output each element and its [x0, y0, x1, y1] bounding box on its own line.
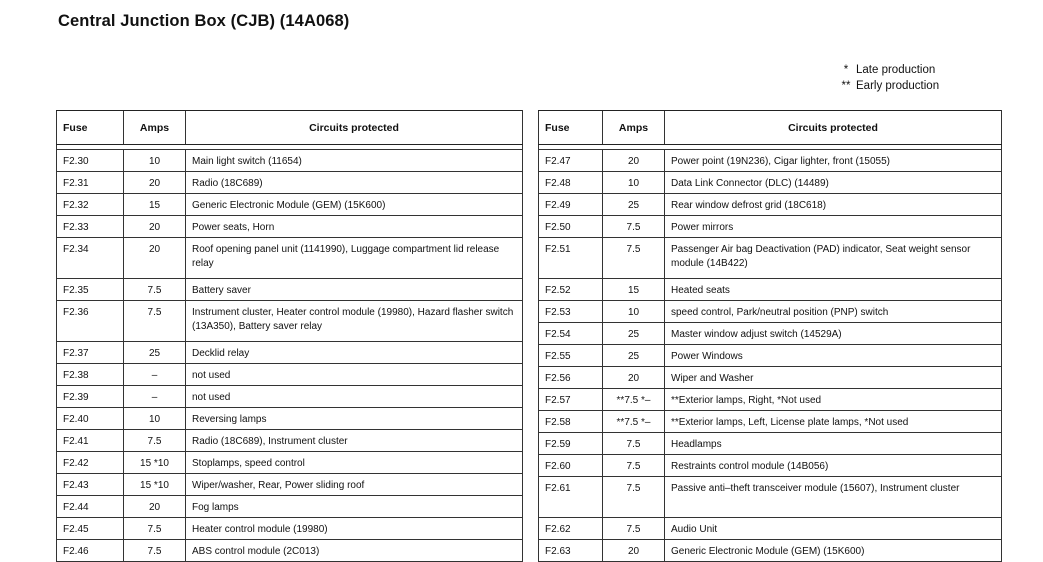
circuits-cell: Stoplamps, speed control — [186, 452, 523, 474]
table-row — [57, 430, 523, 452]
fuse-cell: F2.63 — [539, 540, 603, 562]
circuits-cell: Heated seats — [665, 279, 1002, 301]
table-row — [539, 455, 1002, 477]
circuits-cell: **Exterior lamps, Left, License plate lamps, *Not used — [665, 411, 1002, 433]
amps-cell: 20 — [603, 540, 665, 562]
legend-mark: * — [843, 64, 849, 76]
fuse-cell: F2.34 — [57, 238, 124, 279]
table-row — [57, 518, 523, 540]
table-row — [57, 216, 523, 238]
table-row — [539, 238, 1002, 279]
circuits-cell: Data Link Connector (DLC) (14489) — [665, 172, 1002, 194]
table-row — [57, 279, 523, 301]
amps-cell: 15 — [603, 279, 665, 301]
amps-cell: 7.5 — [603, 238, 665, 279]
fuse-cell: F2.49 — [539, 194, 603, 216]
fuse-cell: F2.44 — [57, 496, 124, 518]
fuse-cell: F2.41 — [57, 430, 124, 452]
circuits-cell: Master window adjust switch (14529A) — [665, 323, 1002, 345]
table-row — [539, 279, 1002, 301]
fuse-cell: F2.61 — [539, 477, 603, 518]
table-row — [539, 540, 1002, 562]
amps-cell: 7.5 — [603, 455, 665, 477]
table-row — [57, 150, 523, 172]
fuse-cell: F2.47 — [539, 150, 603, 172]
legend-text: Late production — [856, 64, 936, 76]
table-row — [539, 301, 1002, 323]
amps-cell: **7.5 *– — [603, 389, 665, 411]
amps-cell: 7.5 — [124, 540, 186, 562]
amps-cell: 7.5 — [124, 301, 186, 342]
table-row — [539, 172, 1002, 194]
table-row — [539, 367, 1002, 389]
header-circuits: Circuits protected — [665, 111, 1002, 145]
fuse-cell: F2.31 — [57, 172, 124, 194]
amps-cell: 15 — [124, 194, 186, 216]
header-circuits: Circuits protected — [186, 111, 523, 145]
amps-cell: – — [124, 364, 186, 386]
table-row — [539, 216, 1002, 238]
fuse-cell: F2.40 — [57, 408, 124, 430]
header-amps: Amps — [124, 111, 186, 145]
circuits-cell: Passenger Air bag Deactivation (PAD) indicator, Seat weight sensor module (14B422) — [665, 238, 1002, 279]
legend-text: Early production — [856, 80, 940, 92]
amps-cell: 7.5 — [603, 216, 665, 238]
amps-cell: 7.5 — [603, 477, 665, 518]
fuse-cell: F2.51 — [539, 238, 603, 279]
table-header-row — [57, 111, 523, 145]
circuits-cell: Battery saver — [186, 279, 523, 301]
fuse-cell: F2.48 — [539, 172, 603, 194]
circuits-cell: Power mirrors — [665, 216, 1002, 238]
table-row — [539, 518, 1002, 540]
fuse-cell: F2.56 — [539, 367, 603, 389]
fuse-cell: F2.42 — [57, 452, 124, 474]
fuse-table-left-body — [57, 150, 523, 562]
table-row — [57, 172, 523, 194]
header-fuse: Fuse — [57, 111, 124, 145]
amps-cell: 20 — [124, 172, 186, 194]
fuse-cell: F2.46 — [57, 540, 124, 562]
circuits-cell: ABS control module (2C013) — [186, 540, 523, 562]
header-fuse: Fuse — [539, 111, 603, 145]
circuits-cell: Radio (18C689), Instrument cluster — [186, 430, 523, 452]
circuits-cell: Wiper and Washer — [665, 367, 1002, 389]
circuits-cell: **Exterior lamps, Right, *Not used — [665, 389, 1002, 411]
table-row — [57, 238, 523, 279]
legend-row — [836, 78, 939, 94]
fuse-cell: F2.43 — [57, 474, 124, 496]
table-row — [57, 342, 523, 364]
fuse-cell: F2.36 — [57, 301, 124, 342]
legend-row — [836, 62, 939, 78]
amps-cell: 7.5 — [603, 518, 665, 540]
amps-cell: 20 — [124, 216, 186, 238]
circuits-cell: Roof opening panel unit (1141990), Luggage compartment lid release relay — [186, 238, 523, 279]
circuits-cell: Generic Electronic Module (GEM) (15K600) — [665, 540, 1002, 562]
fuse-cell: F2.59 — [539, 433, 603, 455]
table-row — [57, 474, 523, 496]
fuse-cell: F2.39 — [57, 386, 124, 408]
fuse-cell: F2.45 — [57, 518, 124, 540]
circuits-cell: Radio (18C689) — [186, 172, 523, 194]
page-title: Central Junction Box (CJB) (14A068) — [58, 12, 350, 30]
amps-cell: **7.5 *– — [603, 411, 665, 433]
amps-cell: 20 — [603, 367, 665, 389]
table-row — [539, 345, 1002, 367]
amps-cell: 25 — [603, 345, 665, 367]
fuse-table-left — [56, 110, 523, 562]
fuse-cell: F2.33 — [57, 216, 124, 238]
fuse-cell: F2.35 — [57, 279, 124, 301]
circuits-cell: Reversing lamps — [186, 408, 523, 430]
fuse-cell: F2.62 — [539, 518, 603, 540]
table-row — [539, 433, 1002, 455]
fuse-cell: F2.57 — [539, 389, 603, 411]
fuse-cell: F2.52 — [539, 279, 603, 301]
table-row — [57, 452, 523, 474]
table-row — [539, 477, 1002, 518]
amps-cell: 10 — [603, 172, 665, 194]
circuits-cell: Decklid relay — [186, 342, 523, 364]
table-row — [57, 364, 523, 386]
header-amps: Amps — [603, 111, 665, 145]
table-row — [539, 194, 1002, 216]
circuits-cell: Passive anti–theft transceiver module (15607), Instrument cluster — [665, 477, 1002, 518]
fuse-cell: F2.53 — [539, 301, 603, 323]
circuits-cell: Audio Unit — [665, 518, 1002, 540]
production-legend — [836, 62, 939, 94]
circuits-cell: Rear window defrost grid (18C618) — [665, 194, 1002, 216]
amps-cell: 7.5 — [124, 430, 186, 452]
fuse-cell: F2.58 — [539, 411, 603, 433]
circuits-cell: Instrument cluster, Heater control module (19980), Hazard flasher switch (13A350), Battery saver relay — [186, 301, 523, 342]
amps-cell: 20 — [124, 496, 186, 518]
fuse-cell: F2.54 — [539, 323, 603, 345]
amps-cell: 15 *10 — [124, 474, 186, 496]
amps-cell: 25 — [603, 194, 665, 216]
amps-cell: 25 — [603, 323, 665, 345]
circuits-cell: Heater control module (19980) — [186, 518, 523, 540]
circuits-cell: Wiper/washer, Rear, Power sliding roof — [186, 474, 523, 496]
amps-cell: 10 — [124, 150, 186, 172]
fuse-cell: F2.55 — [539, 345, 603, 367]
fuse-cell: F2.37 — [57, 342, 124, 364]
amps-cell: 20 — [603, 150, 665, 172]
table-row — [57, 386, 523, 408]
amps-cell: 7.5 — [603, 433, 665, 455]
table-row — [539, 389, 1002, 411]
table-header-row — [539, 111, 1002, 145]
legend-mark: ** — [841, 80, 851, 92]
amps-cell: 7.5 — [124, 279, 186, 301]
fuse-cell: F2.32 — [57, 194, 124, 216]
table-row — [57, 194, 523, 216]
table-row — [539, 150, 1002, 172]
amps-cell: 25 — [124, 342, 186, 364]
table-row — [57, 301, 523, 342]
amps-cell: – — [124, 386, 186, 408]
circuits-cell: Generic Electronic Module (GEM) (15K600) — [186, 194, 523, 216]
fuse-cell: F2.60 — [539, 455, 603, 477]
circuits-cell: Power point (19N236), Cigar lighter, front (15055) — [665, 150, 1002, 172]
circuits-cell: Headlamps — [665, 433, 1002, 455]
circuits-cell: Fog lamps — [186, 496, 523, 518]
amps-cell: 20 — [124, 238, 186, 279]
fuse-cell: F2.50 — [539, 216, 603, 238]
table-row — [539, 411, 1002, 433]
circuits-cell: speed control, Park/neutral position (PNP) switch — [665, 301, 1002, 323]
circuits-cell: Restraints control module (14B056) — [665, 455, 1002, 477]
amps-cell: 10 — [124, 408, 186, 430]
circuits-cell: Power seats, Horn — [186, 216, 523, 238]
table-row — [539, 323, 1002, 345]
circuits-cell: Main light switch (11654) — [186, 150, 523, 172]
table-row — [57, 540, 523, 562]
amps-cell: 15 *10 — [124, 452, 186, 474]
circuits-cell: not used — [186, 364, 523, 386]
fuse-cell: F2.30 — [57, 150, 124, 172]
fuse-cell: F2.38 — [57, 364, 124, 386]
fuse-table-right-body — [539, 150, 1002, 562]
fuse-table-right — [538, 110, 1002, 562]
circuits-cell: Power Windows — [665, 345, 1002, 367]
circuits-cell: not used — [186, 386, 523, 408]
amps-cell: 7.5 — [124, 518, 186, 540]
amps-cell: 10 — [603, 301, 665, 323]
table-row — [57, 408, 523, 430]
table-row — [57, 496, 523, 518]
